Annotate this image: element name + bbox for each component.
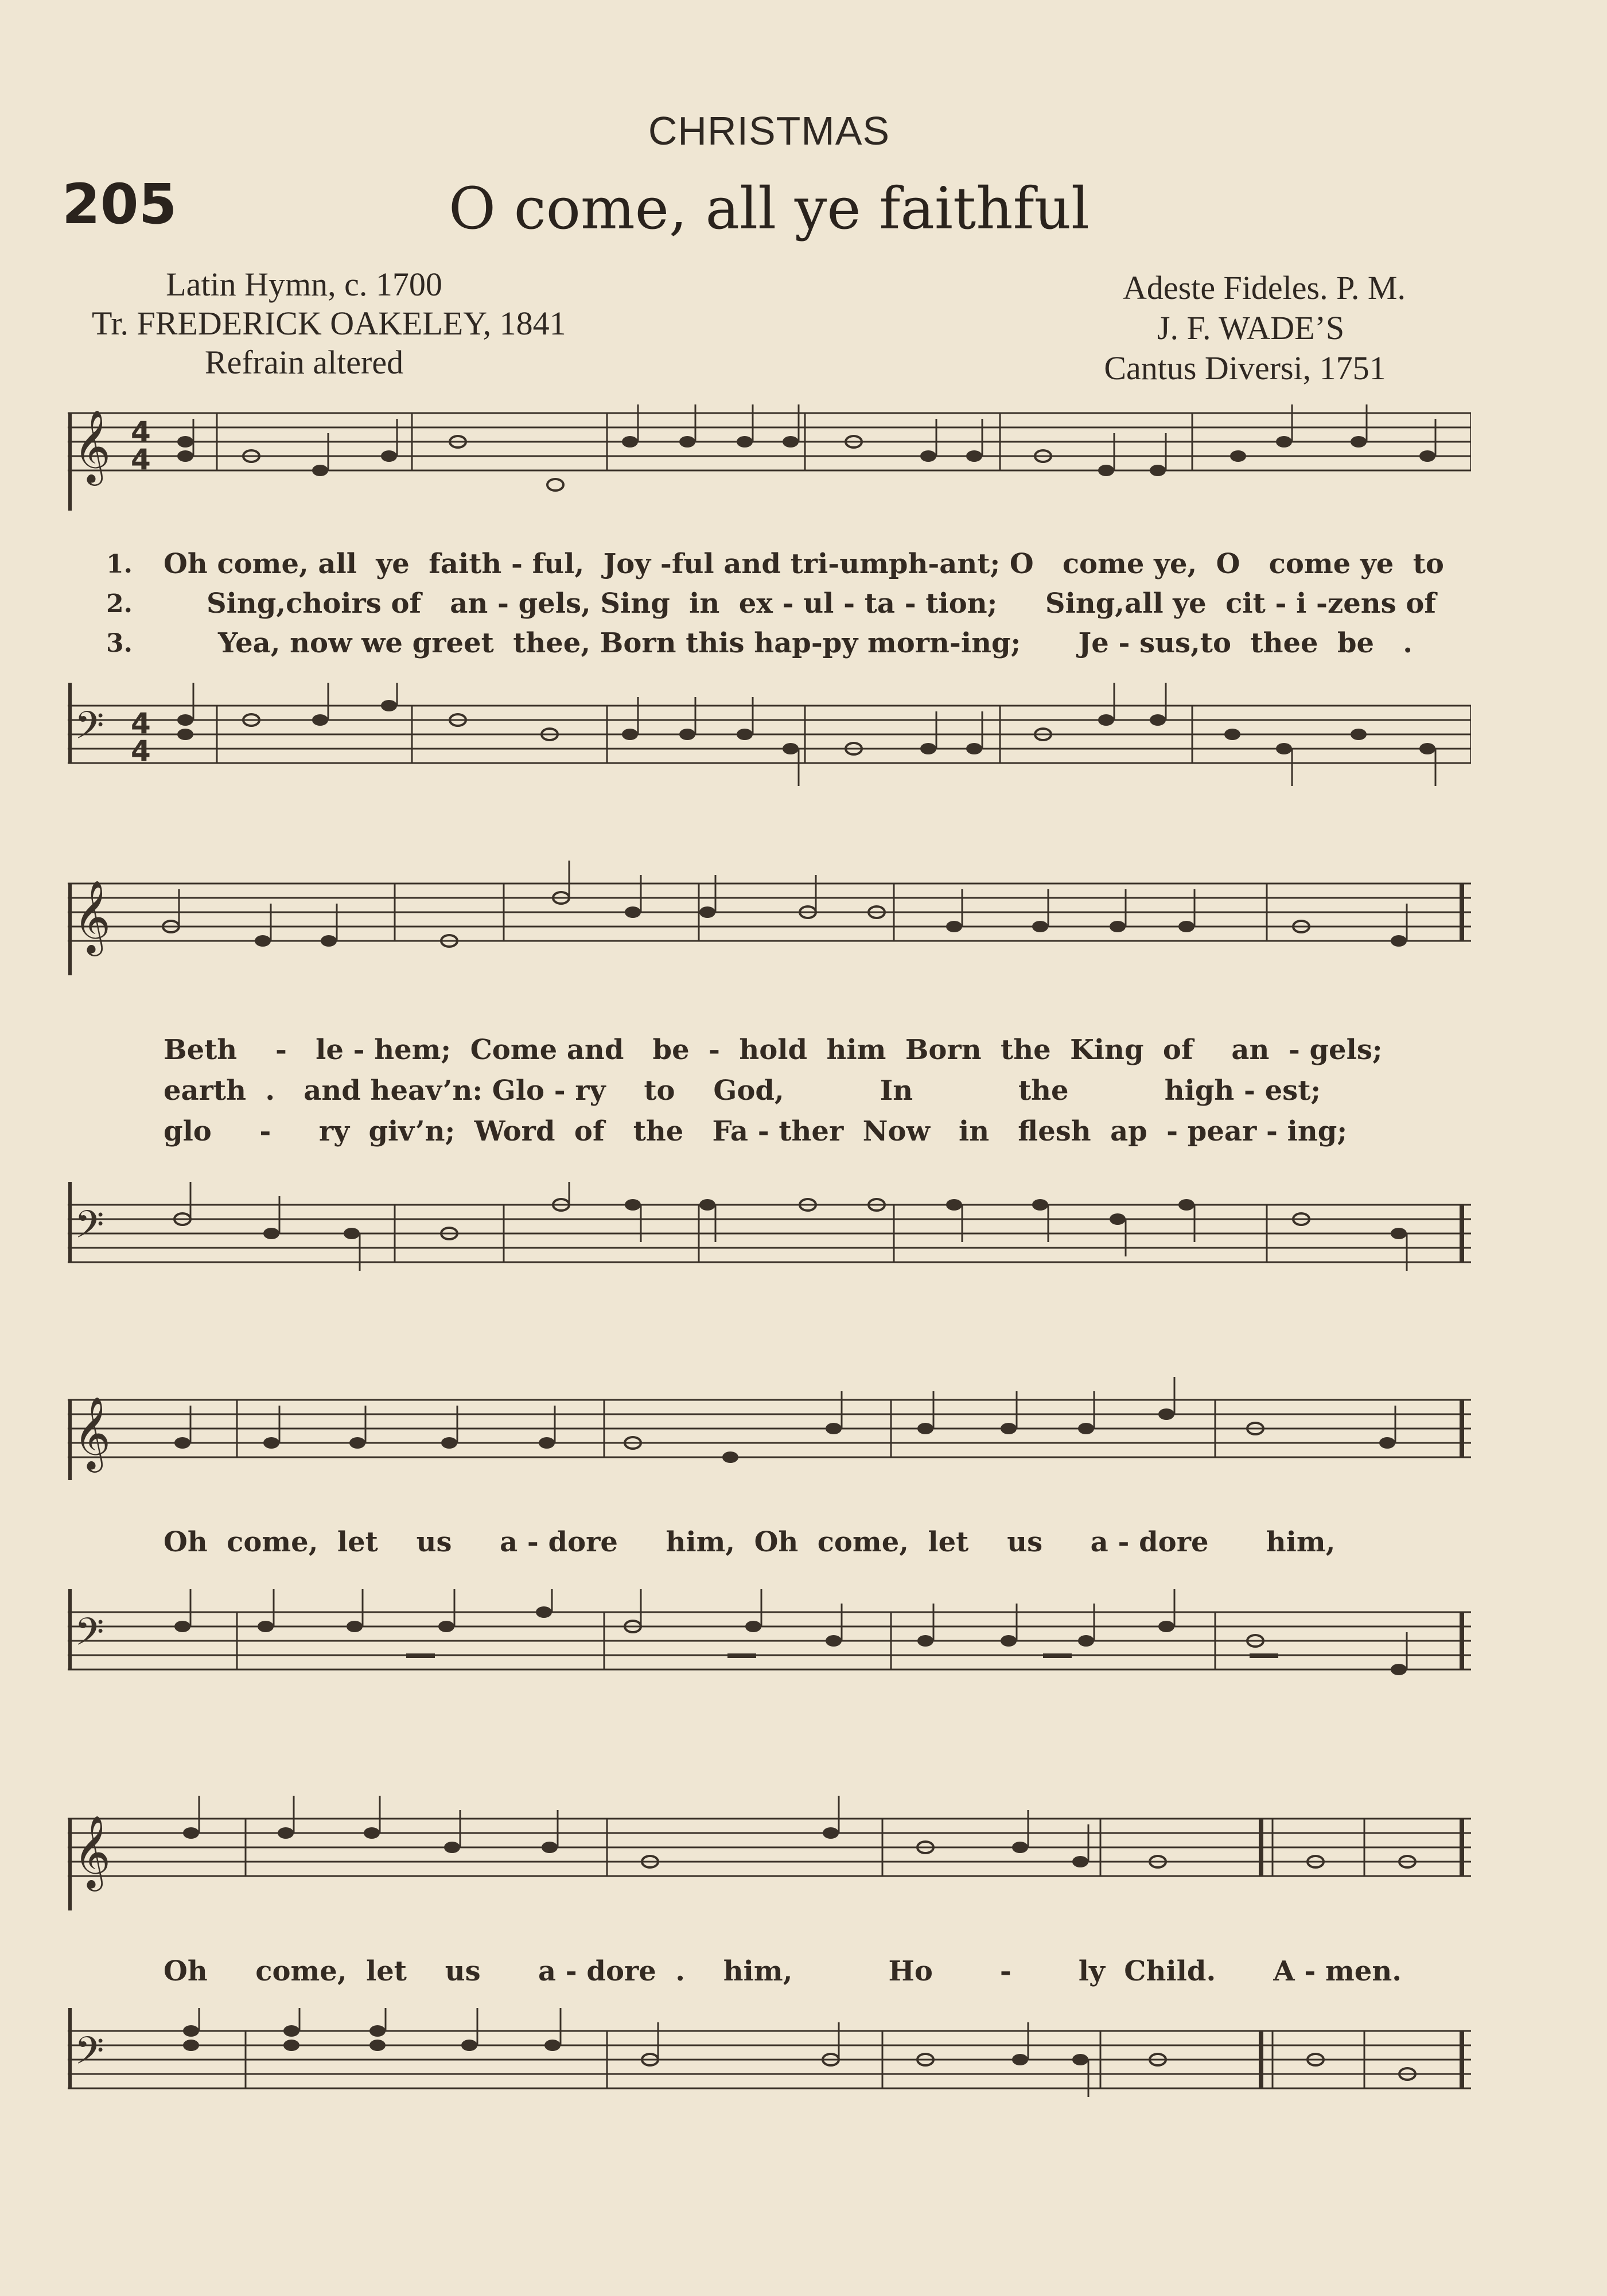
lyric-refrain-line-1: Oh come, let us a - dore him, Oh come, let us a - dore him, (164, 1526, 1336, 1558)
lyric-verse-3-line-1: Yea, now we greet thee, Born this hap-py morn-ing; Je - sus,to thee be . (218, 627, 1413, 659)
svg-text:𝄞: 𝄞 (73, 1396, 111, 1469)
svg-text:𝄞: 𝄞 (73, 1815, 111, 1888)
bass-staff-system-2 (68, 1182, 1471, 1297)
verse-number-1: 1. (106, 550, 133, 579)
svg-text:𝄢: 𝄢 (75, 703, 104, 757)
text-credit-source: Latin Hymn, c. 1700 (166, 266, 442, 303)
svg-text:4: 4 (131, 415, 151, 449)
treble-staff-system-3 (68, 1365, 1471, 1480)
lyric-verse-2-line-2: earth . and heav’n: Glo - ry to God, In the high - est; (164, 1075, 1321, 1107)
tune-source: Cantus Diversi, 1751 (1104, 349, 1386, 387)
svg-text:𝄢: 𝄢 (75, 1610, 104, 1663)
svg-text:𝄞: 𝄞 (73, 880, 111, 953)
lyric-refrain-line-2: Oh come, let us a - dore . him, Ho - ly Child. A - men. (164, 1955, 1402, 1987)
tune-name: Adeste Fideles. P. M. (1123, 269, 1406, 306)
lyric-verse-2-line-1: Sing,choirs of an - gels, Sing in ex - ul - ta - tion; Sing,all ye cit - i -zens of (207, 587, 1437, 620)
svg-text:𝄢: 𝄢 (75, 1203, 104, 1256)
hymn-number: 205 (62, 172, 177, 236)
verse-number-3: 3. (106, 629, 133, 658)
text-credit-note: Refrain altered (204, 344, 404, 381)
svg-text:𝄞: 𝄞 (73, 409, 111, 482)
hymn-title: O come, all ye faithful (449, 175, 1090, 242)
text-credit-translator: Tr. FREDERICK OAKELEY, 1841 (92, 305, 566, 342)
lyric-verse-1-line-1: Oh come, all ye faith - ful, Joy -ful and tri-umph-ant; O come ye, O come ye to (164, 548, 1444, 580)
svg-text:4: 4 (131, 734, 151, 768)
lyric-verse-1-line-2: Beth - le - hem; Come and be - hold him Born the King of an - gels; (164, 1034, 1383, 1066)
svg-text:4: 4 (131, 443, 151, 476)
bass-staff-system-4 (68, 2008, 1471, 2123)
tune-composer: J. F. WADE’S (1157, 309, 1345, 347)
treble-staff-system-1 (68, 396, 1471, 511)
treble-staff-system-4 (68, 1796, 1471, 1910)
svg-text:𝄢: 𝄢 (75, 2029, 104, 2082)
section-heading: CHRISTMAS (648, 108, 890, 153)
verse-number-2: 2. (106, 589, 133, 618)
bass-staff-system-1 (68, 683, 1471, 797)
treble-staff-system-2 (68, 861, 1471, 975)
bass-staff-system-3 (68, 1589, 1471, 1704)
svg-text:4: 4 (131, 707, 151, 740)
lyric-verse-3-line-2: glo - ry giv’n; Word of the Fa - ther Now in flesh ap - pear - ing; (164, 1115, 1348, 1147)
